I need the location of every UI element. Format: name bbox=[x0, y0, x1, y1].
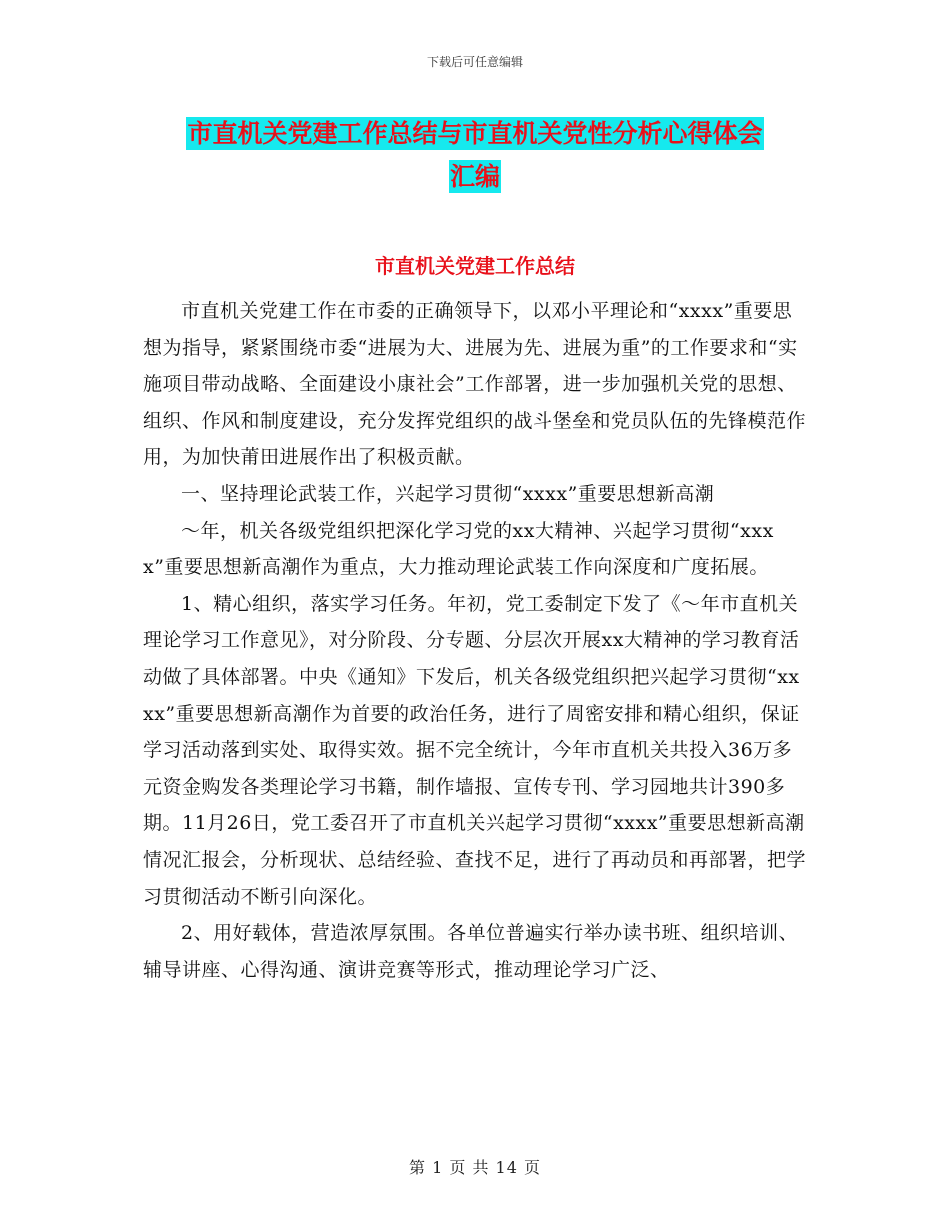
document-title-line2 bbox=[140, 157, 810, 193]
header-note: 下载后可任意编辑 bbox=[426, 55, 523, 69]
document-body bbox=[143, 293, 808, 988]
document-title-text-line2: 汇编 bbox=[449, 162, 500, 191]
paragraph-item-1: 1、精心组织，落实学习任务。年初，党工委制定下发了《～年市直机关理论学习工作意见》，对分阶段、分专题、分层次开展xx大精神的学习教育活动做了具体部署。中央《通知》下发后，机关各级党组织把兴起学习贯彻“xxxx”重要思想新高潮作为首要的政治任务，进行了周密安排和精心组织，保证学习活动落到实处、取得实效。据不完全统计，今年市直机关共投入36万多元资金购发各类理论学习书籍，制作墙报、宣传专刊、学习园地共计390多期。11月26日，党工委召开了市直机关兴起学习贯彻“xxxx”重要思想新高潮情况汇报会，分析现状、总结经验、查找不足，进行了再动员和再部署，把学习贯彻活动不断引向深化。 bbox=[143, 592, 807, 908]
page-footer: 第 1 页 共 14 页 bbox=[409, 1158, 541, 1177]
document-title-text-line1: 市直机关党建工作总结与市直机关党性分析心得体会 bbox=[187, 119, 763, 148]
paragraph-heading-1: 一、坚持理论武装工作，兴起学习贯彻“xxxx”重要思想新高潮 bbox=[181, 482, 715, 505]
document-title-line1 bbox=[140, 114, 810, 150]
section-title: 市直机关党建工作总结 bbox=[375, 254, 575, 278]
paragraph-intro: 市直机关党建工作在市委的正确领导下，以邓小平理论和“xxxx”重要思想为指导，紧紧围绕市委“进展为大、进展为先、进展为重”的工作要求和“实施项目带动战略、全面建设小康社会”工作部署，进一步加强机关党的思想、组织、作风和制度建设，充分发挥党组织的战斗堡垒和党员队伍的先锋模范作用，为加快莆田进展作出了积极贡献。 bbox=[143, 300, 807, 469]
paragraph-theory: ～年，机关各级党组织把深化学习党的xx大精神、兴起学习贯彻“xxxx”重要思想新高潮作为重点，大力推动理论武装工作向深度和广度拓展。 bbox=[143, 519, 774, 579]
paragraph-item-2: 2、用好载体，营造浓厚氛围。各单位普遍实行举办读书班、组织培训、辅导讲座、心得沟通、演讲竞赛等形式，推动理论学习广泛、 bbox=[143, 922, 799, 981]
